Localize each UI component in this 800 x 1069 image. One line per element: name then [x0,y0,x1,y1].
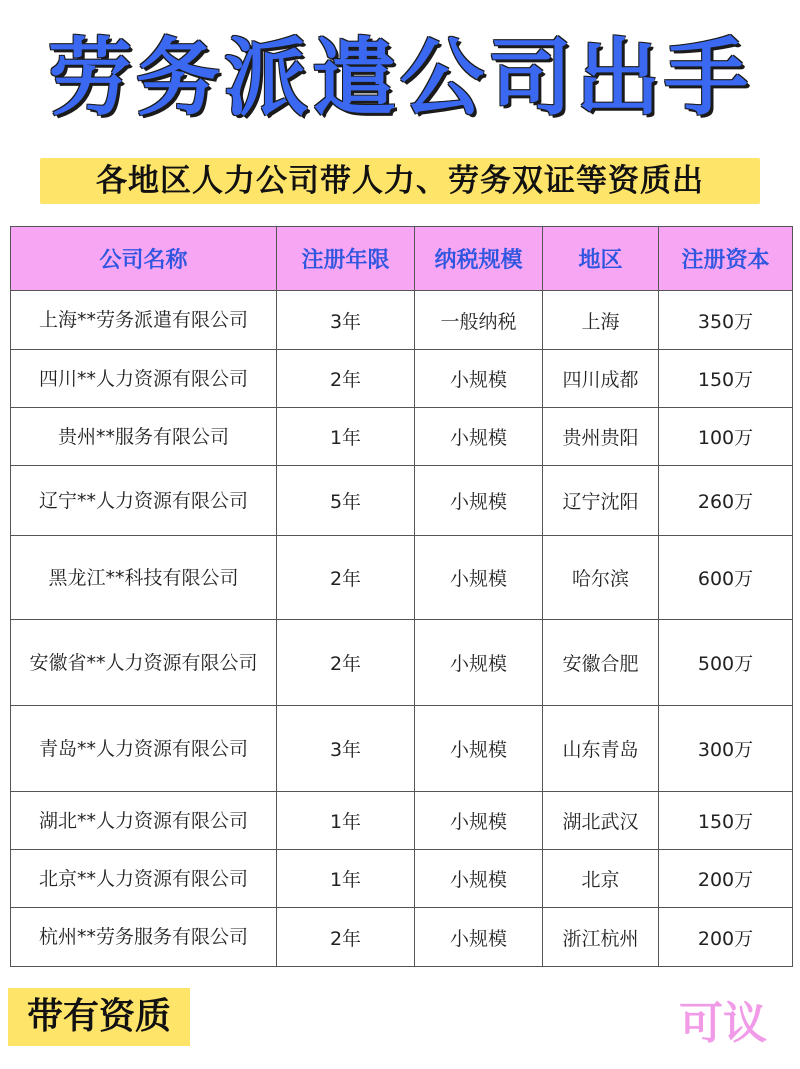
cell-company-name: 黑龙江**科技有限公司 [11,536,277,620]
cell-tax-scale: 小规模 [415,536,543,620]
cell-registration-years: 1年 [277,408,415,466]
cell-region: 湖北武汉 [543,792,659,850]
cell-region: 浙江杭州 [543,908,659,967]
cell-tax-scale: 小规模 [415,850,543,908]
cell-tax-scale: 小规模 [415,620,543,706]
qualification-badge [8,988,190,1046]
cell-tax-scale: 小规模 [415,706,543,792]
table-row [11,792,793,850]
cell-registration-years: 2年 [277,536,415,620]
cell-region: 安徽合肥 [543,620,659,706]
header-region: 地区 [543,227,659,291]
cell-region: 北京 [543,850,659,908]
cell-registered-capital: 260万 [659,466,793,536]
subtitle-text: 各地区人力公司带人力、劳务双证等资质出 [96,163,704,199]
header-company-name: 公司名称 [11,227,277,291]
cell-tax-scale: 小规模 [415,792,543,850]
cell-registered-capital: 600万 [659,536,793,620]
cell-region: 贵州贵阳 [543,408,659,466]
table-row [11,466,793,536]
page-title: 劳务派遣公司出手 [47,29,752,127]
cell-company-name: 安徽省**人力资源有限公司 [11,620,277,706]
cell-registered-capital: 200万 [659,850,793,908]
cell-tax-scale: 小规模 [415,908,543,967]
table-row [11,850,793,908]
cell-company-name: 杭州**劳务服务有限公司 [11,908,277,967]
cell-company-name: 贵州**服务有限公司 [11,408,277,466]
cell-region: 山东青岛 [543,706,659,792]
cell-registration-years: 2年 [277,908,415,967]
cell-region: 辽宁沈阳 [543,466,659,536]
cell-registered-capital: 150万 [659,792,793,850]
table-row [11,536,793,620]
table-row [11,620,793,706]
cell-registration-years: 3年 [277,291,415,350]
cell-tax-scale: 小规模 [415,408,543,466]
table-row [11,350,793,408]
header-registered-capital: 注册资本 [659,227,793,291]
cell-company-name: 北京**人力资源有限公司 [11,850,277,908]
cell-registered-capital: 350万 [659,291,793,350]
cell-region: 哈尔滨 [543,536,659,620]
cell-company-name: 上海**劳务派遣有限公司 [11,291,277,350]
header-registration-years: 注册年限 [277,227,415,291]
table-row [11,408,793,466]
header-tax-scale: 纳税规模 [415,227,543,291]
table-row [11,908,793,967]
cell-registered-capital: 500万 [659,620,793,706]
cell-tax-scale: 一般纳税 [415,291,543,350]
table-header-row [11,227,793,291]
cell-registration-years: 1年 [277,792,415,850]
cell-tax-scale: 小规模 [415,466,543,536]
cell-registered-capital: 200万 [659,908,793,967]
table-row [11,706,793,792]
cell-company-name: 辽宁**人力资源有限公司 [11,466,277,536]
qualification-badge-text: 带有资质 [26,996,171,1037]
cell-registered-capital: 100万 [659,408,793,466]
company-table [10,226,793,967]
cell-registration-years: 1年 [277,850,415,908]
cell-region: 四川成都 [543,350,659,408]
cell-tax-scale: 小规模 [415,350,543,408]
cell-company-name: 青岛**人力资源有限公司 [11,706,277,792]
cell-registration-years: 2年 [277,620,415,706]
subtitle-banner [40,158,760,204]
cell-registered-capital: 300万 [659,706,793,792]
cell-region: 上海 [543,291,659,350]
cell-registration-years: 5年 [277,466,415,536]
cell-company-name: 四川**人力资源有限公司 [11,350,277,408]
cell-registration-years: 2年 [277,350,415,408]
negotiable-label: 可议 [679,998,767,1049]
cell-registered-capital: 150万 [659,350,793,408]
table-row [11,291,793,350]
cell-registration-years: 3年 [277,706,415,792]
cell-company-name: 湖北**人力资源有限公司 [11,792,277,850]
